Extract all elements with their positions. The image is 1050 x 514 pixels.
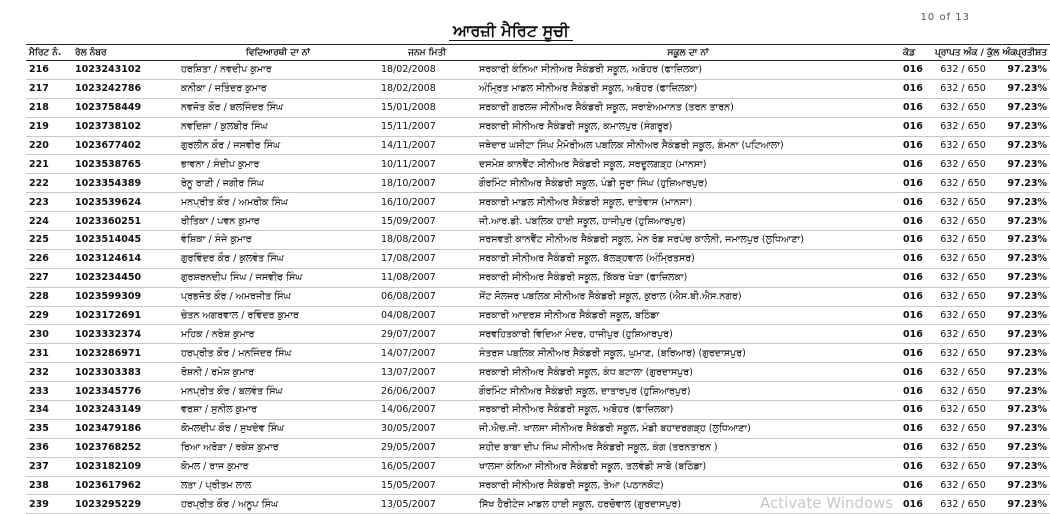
percentage-cell: 97.23% — [994, 212, 1050, 231]
roll-no-cell: 1023354389 — [72, 174, 178, 193]
school-name-cell: ਸੇਂਟ ਸੋਲਜਰ ਪਬਲਿਕ ਸੀਨੀਅਰ ਸੈਕੰਡਰੀ ਸਕੂਲ, ਕੁਰਾਲ (ਐਸ.ਬੀ.ਐਸ.ਨਗਰ) — [476, 287, 900, 306]
dob-cell: 26/06/2007 — [378, 382, 476, 401]
percentage-cell: 97.23% — [994, 344, 1050, 363]
student-name-cell: ਰੀਤਿਕਾ / ਪਵਨ ਕੁਮਾਰ — [178, 212, 378, 231]
code-cell: 016 — [900, 98, 932, 117]
school-name-cell: ਸੰਤਰਸ ਪਬਲਿਕ ਸੀਨੀਅਰ ਸੈਕੰਡਰੀ ਸਕੂਲ, ਘੁਮਾਣ, (ਬਰਿਆਰ) (ਗੁਰਦਾਸਪੁਰ) — [476, 344, 900, 363]
percentage-cell: 97.23% — [994, 287, 1050, 306]
page-title-bar — [0, 21, 1022, 41]
table-row — [26, 155, 1050, 174]
dob-cell: 10/11/2007 — [378, 155, 476, 174]
table-row — [26, 363, 1050, 382]
student-name-cell: ਹਰਪ੍ਰੀਤ ਕੌਰ / ਅਨੂਪ ਸਿੰਘ — [178, 495, 378, 514]
header-row — [26, 45, 1050, 61]
student-name-cell: ਰੋਸ਼ਨੀ / ਰਮੇਸ਼ ਕੁਮਾਰ — [178, 363, 378, 382]
percentage-cell: 97.23% — [994, 117, 1050, 136]
marks-cell: 632 / 650 — [932, 98, 994, 117]
dob-cell: 15/09/2007 — [378, 212, 476, 231]
roll-no-cell: 1023242786 — [72, 79, 178, 98]
school-name-cell: ਸਰਕਾਰੀ ਸੀਨੀਅਰ ਸੈਕੰਡਰੀ ਸਕੂਲ, ਕਮਾਲਪੁਰ (ਸੰਗਰੂਰ) — [476, 117, 900, 136]
roll-no-cell: 1023479186 — [72, 419, 178, 438]
dob-cell: 13/05/2007 — [378, 495, 476, 514]
percentage-cell: 97.23% — [994, 231, 1050, 250]
table-row — [26, 438, 1050, 457]
table-row — [26, 136, 1050, 155]
marks-cell: 632 / 650 — [932, 174, 994, 193]
code-cell: 016 — [900, 457, 932, 476]
merit-no-cell: 232 — [26, 363, 72, 382]
roll-no-cell: 1023758449 — [72, 98, 178, 117]
merit-no-cell: 228 — [26, 287, 72, 306]
percentage-cell: 97.23% — [994, 438, 1050, 457]
merit-no-cell: 239 — [26, 495, 72, 514]
marks-cell: 632 / 650 — [932, 249, 994, 268]
school-name-cell: ਸਿੱਖ ਹੈਰੀਟੇਜ ਮਾਡਲ ਹਾਈ ਸਕੂਲ, ਹਰਚੋਵਾਲ (ਗੁਰਦਾਸਪੁਰ) — [476, 495, 900, 514]
school-name-cell: ਸ਼ਹੀਦ ਬਾਬਾ ਦੀਪ ਸਿੰਘ ਸੀਨੀਅਰ ਸੈਕੰਡਰੀ ਸਕੂਲ, ਕੰਗ (ਤਰਨਤਾਰਨ ) — [476, 438, 900, 457]
school-name-cell: ਗੌਰਮਿੰਟ ਸੀਨੀਅਰ ਸੈਕੰਡਰੀ ਸਕੂਲ, ਦਾਤਾਰਪੁਰ (ਹੁਸ਼ਿਆਰਪੁਰ) — [476, 382, 900, 401]
marks-cell: 632 / 650 — [932, 419, 994, 438]
table-row — [26, 401, 1050, 420]
dob-cell: 06/08/2007 — [378, 287, 476, 306]
marks-cell: 632 / 650 — [932, 457, 994, 476]
merit-no-cell: 227 — [26, 268, 72, 287]
code-cell: 016 — [900, 231, 932, 250]
student-name-cell: ਗੁਰਸ਼ਰਨਦੀਪ ਸਿੰਘ / ਜਸਵੀਰ ਸਿੰਘ — [178, 268, 378, 287]
merit-no-cell: 230 — [26, 325, 72, 344]
school-name-cell: ਸਰਕਾਰੀ ਸੀਨੀਅਰ ਸੈਕੰਡਰੀ ਸਕੂਲ, ਕਿੱਕਰ ਖੇੜਾ (ਫਾਜ਼ਿਲਕਾ) — [476, 268, 900, 287]
roll-no-cell: 1023539624 — [72, 193, 178, 212]
school-name-cell: ਦਸਮੇਸ਼ ਕਾਨਵੈਂਟ ਸੀਨੀਅਰ ਸੈਕੰਡਰੀ ਸਕੂਲ, ਸਰਦੂਲਗੜ੍ਹ (ਮਾਨਸਾ) — [476, 155, 900, 174]
merit-no-cell: 225 — [26, 231, 72, 250]
code-cell: 016 — [900, 344, 932, 363]
school-name-cell: ਸਰਵਹਿਤਕਾਰੀ ਵਿਦਿਆ ਮੰਦਰ, ਹਾਜੀਪੁਰ (ਹੁਸ਼ਿਆਰਪੁਰ) — [476, 325, 900, 344]
school-name-cell: ਸਰਕਾਰੀ ਕੰਨਿਆ ਸੀਨੀਅਰ ਸੈਕੰਡਰੀ ਸਕੂਲ, ਅਬੋਹਰ (ਫਾਜ਼ਿਲਕਾ) — [476, 61, 900, 80]
code-cell: 016 — [900, 249, 932, 268]
marks-cell: 632 / 650 — [932, 193, 994, 212]
roll-no-cell: 1023172691 — [72, 306, 178, 325]
dob-cell: 18/02/2008 — [378, 61, 476, 80]
table-row — [26, 495, 1050, 514]
school-name-cell: ਸਰਕਾਰੀ ਆਦਰਸ਼ ਸੀਨੀਅਰ ਸੈਕੰਡਰੀ ਸਕੂਲ, ਬਠਿੰਡਾ — [476, 306, 900, 325]
code-cell: 016 — [900, 382, 932, 401]
roll-no-cell: 1023677402 — [72, 136, 178, 155]
roll-no-cell: 1023243149 — [72, 401, 178, 420]
table-row — [26, 98, 1050, 117]
dob-cell: 30/05/2007 — [378, 419, 476, 438]
roll-no-cell: 1023599309 — [72, 287, 178, 306]
code-cell: 016 — [900, 174, 932, 193]
code-cell: 016 — [900, 438, 932, 457]
marks-cell: 632 / 650 — [932, 382, 994, 401]
roll-no-cell: 1023514045 — [72, 231, 178, 250]
marks-cell: 632 / 650 — [932, 212, 994, 231]
student-name-cell: ਵੰਸ਼ਿਕਾ / ਸੰਜੇ ਕੁਮਾਰ — [178, 231, 378, 250]
code-cell: 016 — [900, 155, 932, 174]
col-header-student-name: ਵਿਦਿਆਰਥੀ ਦਾ ਨਾਂ — [178, 45, 378, 61]
percentage-cell: 97.23% — [994, 363, 1050, 382]
marks-cell: 632 / 650 — [932, 306, 994, 325]
roll-no-cell: 1023182109 — [72, 457, 178, 476]
table-row — [26, 117, 1050, 136]
school-name-cell: ਸਰਕਾਰੀ ਸੀਨੀਅਰ ਸੈਕੰਡਰੀ ਸਕੂਲ, ਬੱਲੜ੍ਹਵਾਲ (ਅੰਮ੍ਰਿਤਸਰ) — [476, 249, 900, 268]
table-row — [26, 325, 1050, 344]
percentage-cell: 97.23% — [994, 193, 1050, 212]
marks-cell: 632 / 650 — [932, 438, 994, 457]
merit-no-cell: 229 — [26, 306, 72, 325]
percentage-cell: 97.23% — [994, 457, 1050, 476]
col-header-roll-no: ਰੋਲ ਨੰਬਰ — [72, 45, 178, 61]
percentage-cell: 97.23% — [994, 495, 1050, 514]
student-name-cell: ਰੇਨੂ ਰਾਣੀ / ਜਗੀਰ ਸਿੰਘ — [178, 174, 378, 193]
percentage-cell: 97.23% — [994, 306, 1050, 325]
code-cell: 016 — [900, 61, 932, 80]
school-name-cell: ਜੀ.ਐਚ.ਜੀ. ਖਾਲਸਾ ਸੀਨੀਅਰ ਸੈਕੰਡਰੀ ਸਕੂਲ, ਮੰਡੀ ਬਹਾਦਰਗੜ੍ਹ (ਲੁਧਿਆਣਾ) — [476, 419, 900, 438]
marks-cell: 632 / 650 — [932, 117, 994, 136]
col-header-school-name: ਸਕੂਲ ਦਾ ਨਾਂ — [476, 45, 900, 61]
dob-cell: 16/10/2007 — [378, 193, 476, 212]
marks-cell: 632 / 650 — [932, 401, 994, 420]
merit-table — [26, 44, 1050, 514]
roll-no-cell: 1023768252 — [72, 438, 178, 457]
roll-no-cell: 1023332374 — [72, 325, 178, 344]
roll-no-cell: 1023286971 — [72, 344, 178, 363]
merit-no-cell: 220 — [26, 136, 72, 155]
col-header-percentage: ਪ੍ਰਤੀਸ਼ਤ — [994, 45, 1050, 61]
dob-cell: 17/08/2007 — [378, 249, 476, 268]
dob-cell: 13/07/2007 — [378, 363, 476, 382]
col-header-code: ਕੋਡ — [900, 45, 932, 61]
student-name-cell: ਨਵਦਿਸ਼ਾ / ਕੁਲਬੀਰ ਸਿੰਘ — [178, 117, 378, 136]
dob-cell: 29/07/2007 — [378, 325, 476, 344]
merit-list-sheet — [26, 44, 1047, 514]
dob-cell: 29/05/2007 — [378, 438, 476, 457]
student-name-cell: ਮਹਿਕ / ਨਰੇਸ਼ ਕੁਮਾਰ — [178, 325, 378, 344]
merit-no-cell: 237 — [26, 457, 72, 476]
table-row — [26, 382, 1050, 401]
code-cell: 016 — [900, 117, 932, 136]
student-name-cell: ਗੁਰਵਿੰਦਰ ਕੌਰ / ਕੁਲਵੰਤ ਸਿੰਘ — [178, 249, 378, 268]
table-row — [26, 287, 1050, 306]
school-name-cell: ਖਾਲਸਾ ਕੰਨਿਆ ਸੀਨੀਅਰ ਸੈਕੰਡਰੀ ਸਕੂਲ, ਤਲਵੰਡੀ ਸਾਬੋ (ਬਠਿੰਡਾ) — [476, 457, 900, 476]
table-body — [26, 61, 1050, 514]
percentage-cell: 97.23% — [994, 98, 1050, 117]
percentage-cell: 97.23% — [994, 155, 1050, 174]
table-row — [26, 79, 1050, 98]
code-cell: 016 — [900, 212, 932, 231]
student-name-cell: ਰਿਆ ਅਰੋੜਾ / ਰਕੇਸ਼ ਕੁਮਾਰ — [178, 438, 378, 457]
roll-no-cell: 1023738102 — [72, 117, 178, 136]
merit-no-cell: 224 — [26, 212, 72, 231]
merit-no-cell: 238 — [26, 476, 72, 495]
school-name-cell: ਸਰਕਾਰੀ ਸੀਨੀਅਰ ਸੈਕੰਡਰੀ ਸਕੂਲ, ਤੇਆ (ਪਠਾਨਕੋਟ) — [476, 476, 900, 495]
merit-no-cell: 233 — [26, 382, 72, 401]
student-name-cell: ਨਵਜੋਤ ਕੌਰ / ਬਲਜਿੰਦਰ ਸਿੰਘ — [178, 98, 378, 117]
dob-cell: 18/08/2007 — [378, 231, 476, 250]
code-cell: 016 — [900, 419, 932, 438]
marks-cell: 632 / 650 — [932, 268, 994, 287]
col-header-marks: ਪ੍ਰਾਪਤ ਅੰਕ / ਕੁੱਲ ਅੰਕ — [932, 45, 994, 61]
dob-cell: 15/01/2008 — [378, 98, 476, 117]
merit-no-cell: 216 — [26, 61, 72, 80]
merit-no-cell: 235 — [26, 419, 72, 438]
marks-cell: 632 / 650 — [932, 155, 994, 174]
merit-no-cell: 221 — [26, 155, 72, 174]
dob-cell: 11/08/2007 — [378, 268, 476, 287]
marks-cell: 632 / 650 — [932, 136, 994, 155]
student-name-cell: ਭਾਵਨਾ / ਸੰਦੀਪ ਕੁਮਾਰ — [178, 155, 378, 174]
school-name-cell: ਸਰਕਾਰੀ ਮਾਡਲ ਸੀਨੀਅਰ ਸੈਕੰਡਰੀ ਸਕੂਲ, ਦਾਤੇਵਾਸ (ਮਾਨਸਾ) — [476, 193, 900, 212]
percentage-cell: 97.23% — [994, 419, 1050, 438]
roll-no-cell: 1023345776 — [72, 382, 178, 401]
dob-cell: 14/11/2007 — [378, 136, 476, 155]
roll-no-cell: 1023538765 — [72, 155, 178, 174]
page-title: ਆਰਜ਼ੀ ਮੈਰਿਟ ਸੂਚੀ — [449, 21, 573, 41]
school-name-cell: ਸਰਕਾਰੀ ਸੀਨੀਅਰ ਸੈਕੰਡਰੀ ਸਕੂਲ, ਕੰਧ ਬਟਾਲਾ (ਗੁਰਦਾਸਪੁਰ) — [476, 363, 900, 382]
marks-cell: 632 / 650 — [932, 231, 994, 250]
merit-no-cell: 223 — [26, 193, 72, 212]
student-name-cell: ਕਨੀਕਾ / ਜਤਿੰਦਰ ਕੁਮਾਰ — [178, 79, 378, 98]
marks-cell: 632 / 650 — [932, 363, 994, 382]
dob-cell: 14/06/2007 — [378, 401, 476, 420]
table-row — [26, 174, 1050, 193]
roll-no-cell: 1023303383 — [72, 363, 178, 382]
code-cell: 016 — [900, 363, 932, 382]
merit-no-cell: 236 — [26, 438, 72, 457]
percentage-cell: 97.23% — [994, 476, 1050, 495]
student-name-cell: ਕੋਮਲਦੀਪ ਕੌਰ / ਸੁਖਦੇਵ ਸਿੰਘ — [178, 419, 378, 438]
percentage-cell: 97.23% — [994, 174, 1050, 193]
student-name-cell: ਗੁਰਲੀਨ ਕੌਰ / ਜਸਵੀਰ ਸਿੰਘ — [178, 136, 378, 155]
merit-no-cell: 218 — [26, 98, 72, 117]
code-cell: 016 — [900, 287, 932, 306]
merit-no-cell: 231 — [26, 344, 72, 363]
school-name-cell: ਜਥੇਦਾਰ ਘਸੀਟਾ ਸਿੰਘ ਮੈਮੋਰੀਅਲ ਪਬਲਿਕ ਸੀਨੀਅਰ ਸੈਕੰਡਰੀ ਸਕੂਲ, ਬੰਮਨਾ (ਪਟਿਆਲਾ) — [476, 136, 900, 155]
dob-cell: 18/02/2008 — [378, 79, 476, 98]
roll-no-cell: 1023360251 — [72, 212, 178, 231]
table-row — [26, 193, 1050, 212]
marks-cell: 632 / 650 — [932, 344, 994, 363]
code-cell: 016 — [900, 79, 932, 98]
percentage-cell: 97.23% — [994, 249, 1050, 268]
code-cell: 016 — [900, 476, 932, 495]
marks-cell: 632 / 650 — [932, 325, 994, 344]
marks-cell: 632 / 650 — [932, 287, 994, 306]
school-name-cell: ਜੀ.ਆਰ.ਡੀ. ਪਬਲਿਕ ਹਾਈ ਸਕੂਲ, ਹਾਜੀਪੁਰ (ਹੁਸ਼ਿਆਰਪੁਰ) — [476, 212, 900, 231]
school-name-cell: ਸਰਕਾਰੀ ਸੀਨੀਅਰ ਸੈਕੰਡਰੀ ਸਕੂਲ, ਅਬੋਹਰ (ਫਾਜ਼ਿਲਕਾ) — [476, 401, 900, 420]
table-row — [26, 231, 1050, 250]
student-name-cell: ਮਨਪ੍ਰੀਤ ਕੌਰ / ਅਮਰੀਕ ਸਿੰਘ — [178, 193, 378, 212]
student-name-cell: ਪ੍ਰਭਜੋਤ ਕੌਰ / ਅਮਰਜੀਤ ਸਿੰਘ — [178, 287, 378, 306]
table-header — [26, 45, 1050, 61]
dob-cell: 15/05/2007 — [378, 476, 476, 495]
school-name-cell: ਸਰਕਾਰੀ ਗਰਲਜ਼ ਸੀਨੀਅਰ ਸੈਕੰਡਰੀ ਸਕੂਲ, ਸਰਾਏਅਮਾਨਤ (ਤਰਨ ਤਾਰਨ) — [476, 98, 900, 117]
school-name-cell: ਸਰਸਵਤੀ ਕਾਨਵੈਂਟ ਸੀਨੀਅਰ ਸੈਕੰਡਰੀ ਸਕੂਲ, ਮੇਨ ਰੋਡ ਸਰਪੰਚ ਕਾਲੋਨੀ, ਜਮਾਲਪੁਰ (ਲੁਧਿਆਣਾ) — [476, 231, 900, 250]
school-name-cell: ਅੰਮ੍ਰਿਤ ਮਾਡਲ ਸੀਨੀਅਰ ਸੈਕੰਡਰੀ ਸਕੂਲ, ਅਬੋਹਰ (ਫਾਜ਼ਿਲਕਾ) — [476, 79, 900, 98]
code-cell: 016 — [900, 495, 932, 514]
merit-no-cell: 219 — [26, 117, 72, 136]
marks-cell: 632 / 650 — [932, 495, 994, 514]
student-name-cell: ਹਰਪ੍ਰੀਤ ਕੌਰ / ਮਨਜਿੰਦਰ ਸਿੰਘ — [178, 344, 378, 363]
student-name-cell: ਚੇਤਨ ਅਗਰਵਾਲ / ਰਵਿੰਦਰ ਕੁਮਾਰ — [178, 306, 378, 325]
student-name-cell: ਵਰਸ਼ਾ / ਸੁਨੀਲ ਕੁਮਾਰ — [178, 401, 378, 420]
percentage-cell: 97.23% — [994, 401, 1050, 420]
student-name-cell: ਕੋਮਲ / ਰਾਜ ਕੁਮਾਰ — [178, 457, 378, 476]
marks-cell: 632 / 650 — [932, 476, 994, 495]
percentage-cell: 97.23% — [994, 61, 1050, 80]
table-row — [26, 61, 1050, 80]
percentage-cell: 97.23% — [994, 79, 1050, 98]
student-name-cell: ਲਤਾ / ਪ੍ਰੀਤਮ ਲਾਲ — [178, 476, 378, 495]
dob-cell: 14/07/2007 — [378, 344, 476, 363]
activation-watermark: Activate Windows — [760, 494, 894, 512]
dob-cell: 04/08/2007 — [378, 306, 476, 325]
col-header-dob: ਜਨਮ ਮਿਤੀ — [378, 45, 476, 61]
table-row — [26, 212, 1050, 231]
roll-no-cell: 1023295229 — [72, 495, 178, 514]
table-row — [26, 249, 1050, 268]
table-row — [26, 476, 1050, 495]
table-row — [26, 306, 1050, 325]
merit-no-cell: 222 — [26, 174, 72, 193]
dob-cell: 16/05/2007 — [378, 457, 476, 476]
merit-no-cell: 234 — [26, 401, 72, 420]
roll-no-cell: 1023243102 — [72, 61, 178, 80]
table-row — [26, 457, 1050, 476]
marks-cell: 632 / 650 — [932, 61, 994, 80]
percentage-cell: 97.23% — [994, 136, 1050, 155]
table-row — [26, 419, 1050, 438]
code-cell: 016 — [900, 193, 932, 212]
code-cell: 016 — [900, 306, 932, 325]
code-cell: 016 — [900, 268, 932, 287]
percentage-cell: 97.23% — [994, 382, 1050, 401]
school-name-cell: ਗੌਰਮਿੰਟ ਸੀਨੀਅਰ ਸੈਕੰਡਰੀ ਸਕੂਲ, ਪੰਡੀ ਸੂਰਾ ਸਿੰਘ (ਹੁਸ਼ਿਆਰਪੁਰ) — [476, 174, 900, 193]
code-cell: 016 — [900, 325, 932, 344]
merit-no-cell: 217 — [26, 79, 72, 98]
student-name-cell: ਮਨਪ੍ਰੀਤ ਕੌਰ / ਬਲਵੰਤ ਸਿੰਘ — [178, 382, 378, 401]
code-cell: 016 — [900, 401, 932, 420]
dob-cell: 15/11/2007 — [378, 117, 476, 136]
merit-no-cell: 226 — [26, 249, 72, 268]
table-row — [26, 344, 1050, 363]
page-indicator: 10 of 13 — [920, 12, 970, 23]
roll-no-cell: 1023124614 — [72, 249, 178, 268]
marks-cell: 632 / 650 — [932, 79, 994, 98]
code-cell: 016 — [900, 136, 932, 155]
table-row — [26, 268, 1050, 287]
student-name-cell: ਹਰਸ਼ਿਤਾ / ਨਵਦੀਪ ਕੁਮਾਰ — [178, 61, 378, 80]
dob-cell: 18/10/2007 — [378, 174, 476, 193]
roll-no-cell: 1023234450 — [72, 268, 178, 287]
roll-no-cell: 1023617962 — [72, 476, 178, 495]
percentage-cell: 97.23% — [994, 325, 1050, 344]
percentage-cell: 97.23% — [994, 268, 1050, 287]
col-header-merit-no: ਮੈਰਿਟ ਨੰ. — [26, 45, 72, 61]
